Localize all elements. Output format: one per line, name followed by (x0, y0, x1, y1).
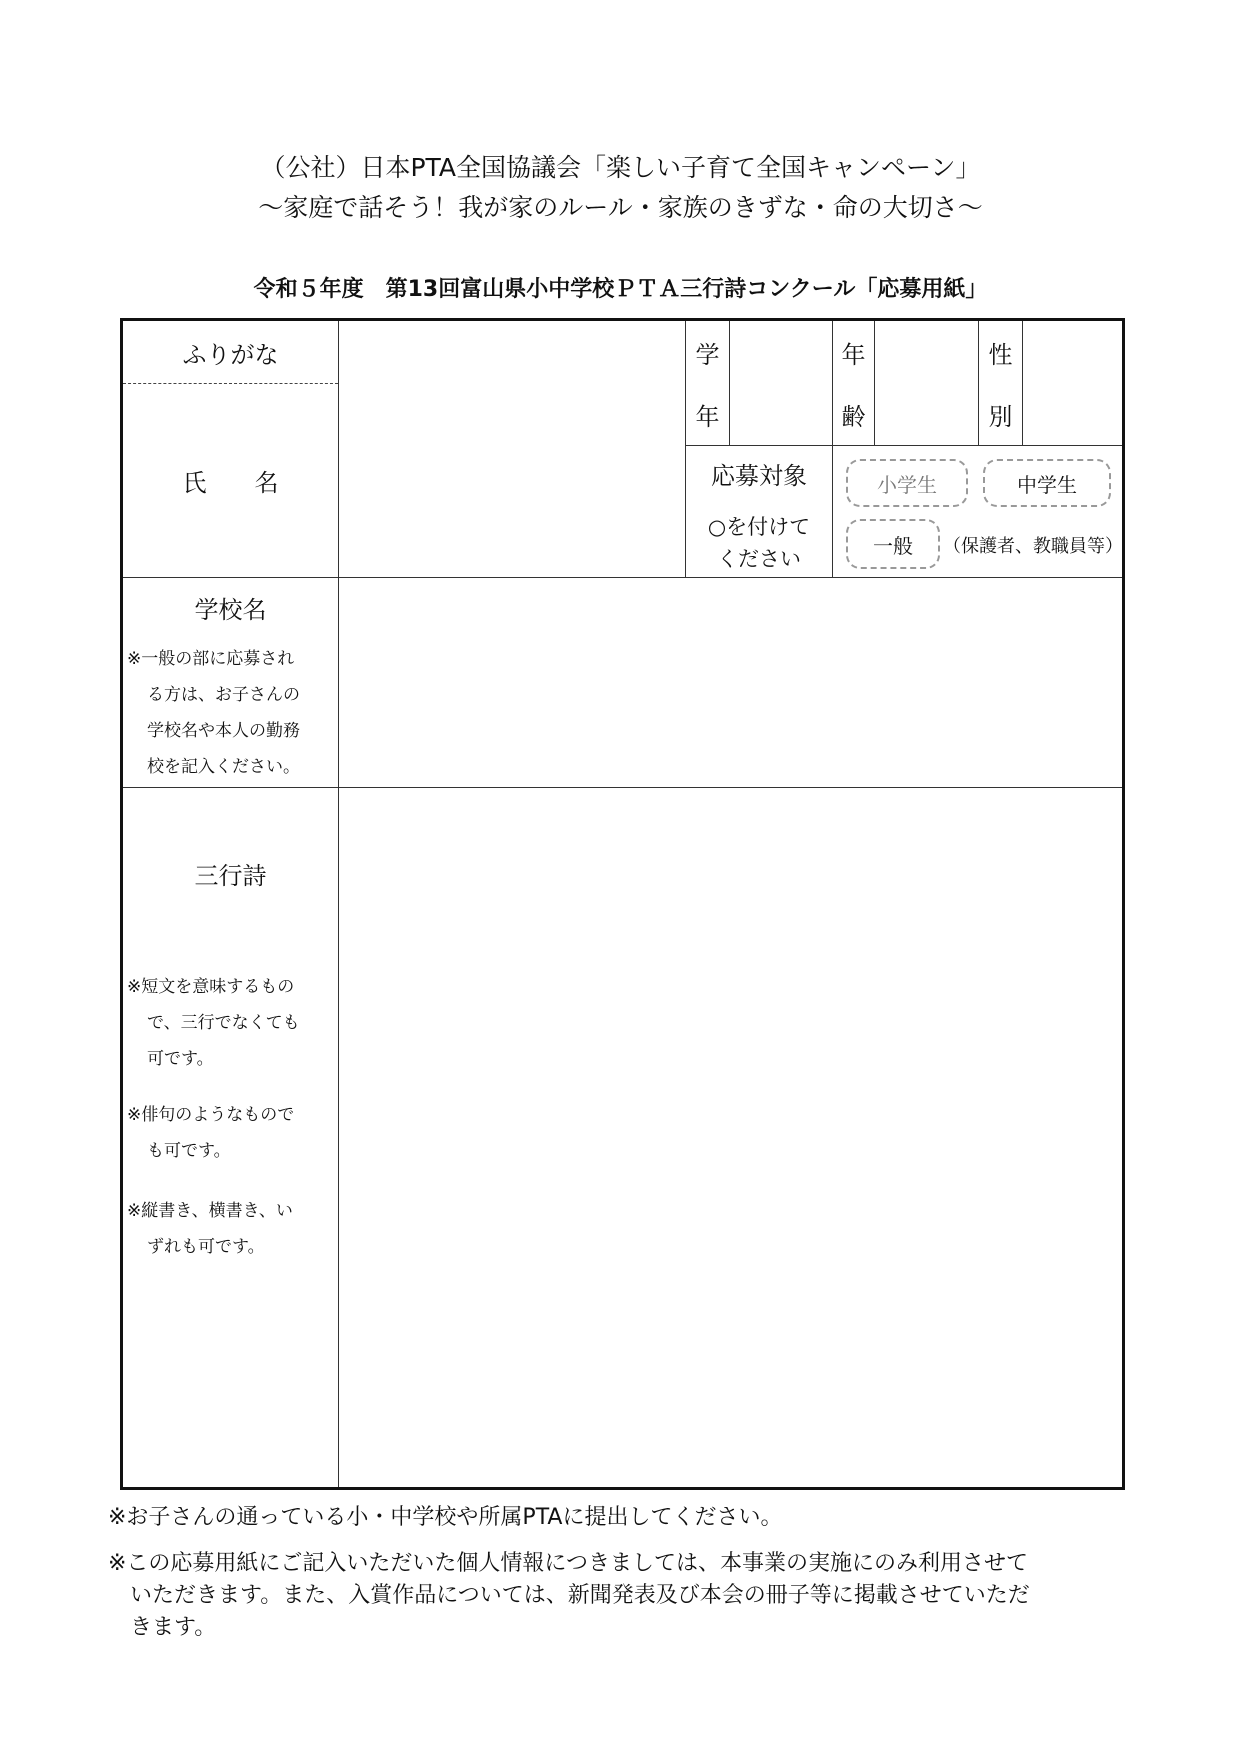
furigana-label: ふりがな (182, 340, 279, 369)
age-label-1: 年 (841, 340, 866, 369)
footer-note-2-line: いただきます。また、入賞作品については、新聞発表及び本会の冊子等に掲載させていただ (130, 1583, 1030, 1608)
footer-note-1: ※お子さんの通っている小・中学校や所属PTAに提出してください。 (108, 1505, 783, 1530)
poem-note-line: ※短文を意味するもの (127, 977, 295, 997)
school-note (127, 641, 300, 785)
poem-note-line: ずれも可です。 (147, 1237, 265, 1257)
poem-field[interactable] (339, 788, 1122, 1487)
poem-note-3 (127, 1193, 293, 1265)
school-note-line: 学校名や本人の勤務 (147, 721, 300, 741)
name-field[interactable] (339, 384, 685, 577)
footer-note-2-line: ※この応募用紙にご記入いただいた個人情報につきましては、本事業の実施にのみ利用させて (108, 1551, 1028, 1576)
poem-note-line: ※俳句のようなもので (127, 1105, 295, 1125)
grade-label-1: 学 (695, 340, 720, 369)
poem-note-line: ※縦書き、横書き、い (127, 1201, 293, 1221)
header-line-1: （公社）日本PTA全国協議会「楽しい子育て全国キャンペーン」 (260, 153, 981, 182)
target-label: 応募対象 (711, 461, 807, 490)
option-junior-high[interactable]: 中学生 (983, 459, 1111, 507)
grade-label-2: 年 (695, 402, 720, 431)
application-form (120, 318, 1125, 1490)
option-general-note: （保護者、教職員等） (943, 536, 1123, 557)
footer-note-2-line: きます。 (130, 1615, 217, 1640)
option-elementary[interactable]: 小学生 (846, 459, 968, 507)
grade-field[interactable] (730, 321, 832, 445)
age-field[interactable] (875, 321, 978, 445)
sex-label-2: 別 (988, 402, 1013, 431)
divider (685, 445, 1122, 446)
sex-label-1: 性 (988, 340, 1013, 369)
footer-note-2 (108, 1548, 1030, 1644)
sex-field[interactable] (1023, 321, 1122, 445)
poem-note-line: 可です。 (147, 1049, 214, 1069)
name-label: 氏 名 (182, 469, 279, 497)
school-note-line: ※一般の部に応募され (127, 649, 295, 669)
header-line-2: 〜家庭で話そう！我が家のルール・家族のきずな・命の大切さ〜 (258, 193, 983, 222)
poem-note-line: も可です。 (147, 1141, 231, 1161)
target-hint-2: ください (717, 547, 801, 571)
target-hint-1: ○を付けて (707, 515, 811, 539)
option-general[interactable]: 一般 (846, 519, 940, 569)
age-label-2: 齢 (841, 402, 866, 431)
poem-label: 三行詩 (194, 861, 267, 890)
poem-note-2 (127, 1097, 294, 1169)
furigana-field[interactable] (339, 321, 685, 383)
school-note-line: る方は、お子さんの (147, 685, 300, 705)
poem-note-1 (127, 969, 300, 1077)
school-field[interactable] (339, 578, 1122, 787)
school-note-line: 校を記入ください。 (147, 757, 300, 777)
page-title: 令和５年度 第13回富山県小中学校ＰＴＡ三行詩コンクール「応募用紙」 (253, 277, 988, 302)
school-label: 学校名 (194, 595, 267, 624)
poem-note-line: で、三行でなくても (147, 1013, 300, 1033)
